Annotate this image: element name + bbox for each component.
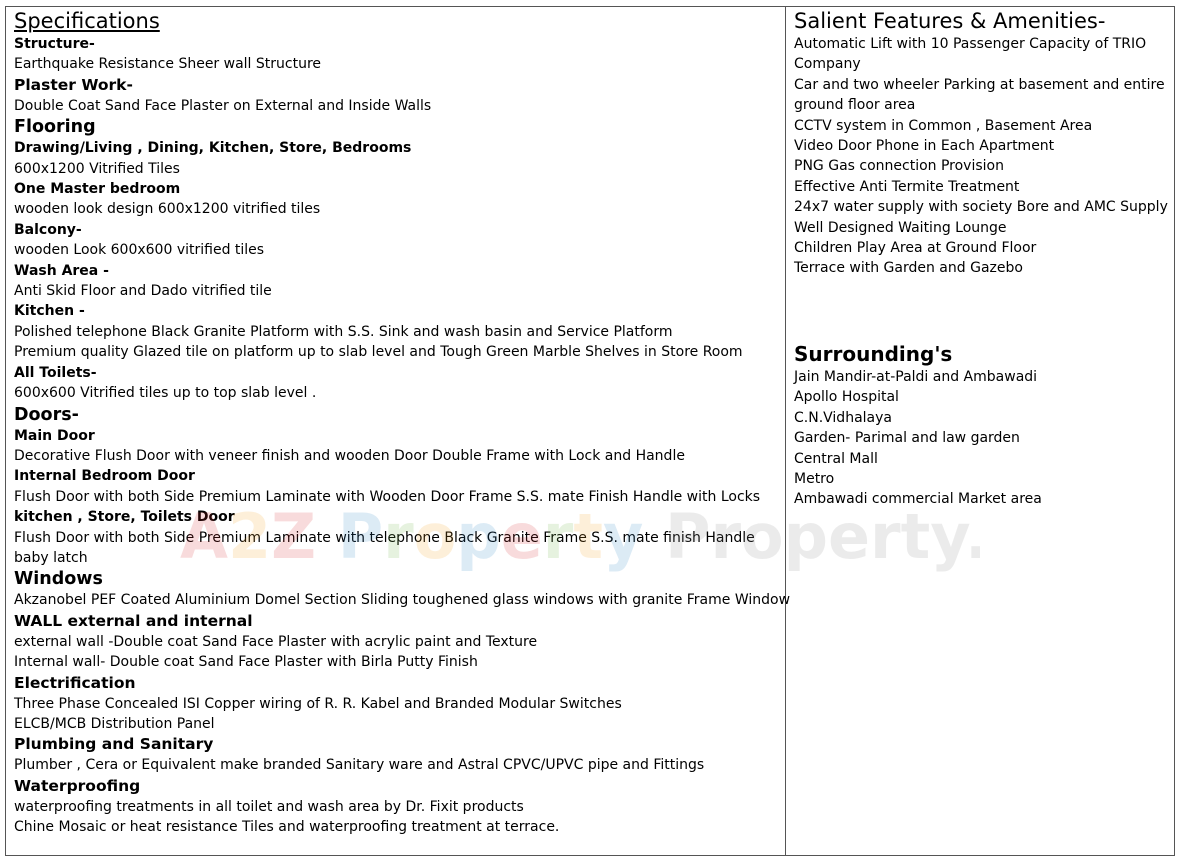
flooring-label: One Master bedroom	[14, 181, 181, 198]
structure-label: Structure-	[14, 36, 95, 52]
waterproofing-title: Waterproofing	[14, 776, 141, 795]
amenities-column	[794, 8, 1169, 510]
surroundings-title: Surrounding's	[794, 341, 953, 366]
wall-title: WALL external and internal	[14, 611, 253, 630]
amenity-item: Video Door Phone in Each Apartment	[794, 138, 1055, 155]
flooring-text: Polished telephone Black Granite Platform with S.S. Sink and wash basin and Service Platform	[14, 323, 673, 340]
flooring-text: Premium quality Glazed tile on platform up to slab level and Tough Green Marble Shelves in Store Room	[14, 344, 743, 361]
flooring-title: Flooring	[14, 117, 96, 138]
doors-title: Doors-	[14, 404, 79, 425]
flooring-list	[14, 138, 782, 403]
flooring-label: Drawing/Living , Dining, Kitchen, Store, Bedrooms	[14, 140, 412, 157]
amenity-item: Terrace with Garden and Gazebo	[794, 260, 1023, 277]
structure-text: Earthquake Resistance Sheer wall Structure	[14, 56, 322, 73]
amenity-item: Automatic Lift with 10 Passenger Capacity of TRIO Company	[794, 36, 1147, 73]
door-label: kitchen , Store, Toilets Door	[14, 509, 235, 526]
door-label: Main Door	[14, 427, 95, 444]
watermark-text: A2Z Property Property	[180, 500, 965, 573]
electrification-text: Three Phase Concealed ISI Copper wiring of R. R. Kabel and Branded Modular Switches	[14, 695, 622, 712]
flooring-text: 600x1200 Vitrified Tiles	[14, 160, 180, 177]
flooring-label: All Toilets-	[14, 364, 97, 381]
amenity-item: Well Designed Waiting Lounge	[794, 219, 1007, 236]
plumbing-title: Plumbing and Sanitary	[14, 735, 214, 754]
plaster-label: Plaster Work-	[14, 75, 133, 94]
amenities-title: Salient Features & Amenities-	[794, 9, 1106, 33]
amenity-item: CCTV system in Common , Basement Area	[794, 117, 1093, 134]
wall-text: external wall -Double coat Sand Face Plaster with acrylic paint and Texture	[14, 633, 538, 650]
column-divider	[785, 6, 786, 856]
electrification-title: Electrification	[14, 673, 136, 692]
amenity-item: Effective Anti Termite Treatment	[794, 178, 1020, 195]
windows-title: Windows	[14, 569, 103, 590]
amenity-item: Children Play Area at Ground Floor	[794, 240, 1037, 257]
amenity-item: PNG Gas connection Provision	[794, 158, 1004, 175]
door-text: Flush Door with both Side Premium Laminate with telephone Black Granite Frame S.S. mate finish Handle baby latch	[14, 529, 755, 566]
surrounding-item: Jain Mandir-at-Paldi and Ambawadi	[794, 368, 1038, 385]
door-text: Flush Door with both Side Premium Laminate with Wooden Door Frame S.S. mate Finish Handle with Locks	[14, 488, 761, 505]
flooring-text: wooden Look 600x600 vitrified tiles	[14, 242, 265, 259]
surroundings-list	[794, 367, 1169, 510]
flooring-text: Anti Skid Floor and Dado vitrified tile	[14, 283, 272, 300]
flooring-label: Wash Area -	[14, 262, 109, 279]
amenities-list	[794, 34, 1169, 279]
plaster-text: Double Coat Sand Face Plaster on External and Inside Walls	[14, 97, 432, 114]
waterproofing-text: Chine Mosaic or heat resistance Tiles and waterproofing treatment at terrace.	[14, 819, 560, 836]
surrounding-item: Garden- Parimal and law garden	[794, 430, 1020, 447]
plumbing-text: Plumber , Cera or Equivalent make branded Sanitary ware and Astral CPVC/UPVC pipe and Fittings	[14, 757, 705, 774]
windows-text: Akzanobel PEF Coated Aluminium Domel Section Sliding toughened glass windows with granite Frame Window	[14, 592, 791, 609]
flooring-label: Balcony-	[14, 221, 82, 238]
doors-list	[14, 426, 782, 569]
specifications-title: Specifications	[14, 9, 160, 33]
amenity-item: 24x7 water supply with society Bore and AMC Supply	[794, 199, 1168, 216]
flooring-label: Kitchen -	[14, 303, 85, 320]
specifications-column	[14, 8, 791, 838]
door-label: Internal Bedroom Door	[14, 468, 195, 485]
wall-text: Internal wall- Double coat Sand Face Plaster with Birla Putty Finish	[14, 654, 478, 671]
door-text: Decorative Flush Door with veneer finish and wooden Door Double Frame with Lock and Handle	[14, 447, 685, 464]
flooring-text: 600x600 Vitrified tiles up to top slab level .	[14, 385, 317, 402]
surrounding-item: Apollo Hospital	[794, 389, 899, 406]
surrounding-item: Ambawadi commercial Market area	[794, 491, 1042, 508]
section-spacer	[794, 279, 1169, 341]
electrification-text: ELCB/MCB Distribution Panel	[14, 715, 215, 732]
amenity-item: Car and two wheeler Parking at basement and entire ground floor area	[794, 76, 1165, 114]
waterproofing-text: waterproofing treatments in all toilet and wash area by Dr. Fixit products	[14, 798, 524, 815]
flooring-text: wooden look design 600x1200 vitrified tiles	[14, 201, 321, 218]
surrounding-item: Metro	[794, 470, 835, 487]
surrounding-item: C.N.Vidhalaya	[794, 409, 892, 426]
surrounding-item: Central Mall	[794, 450, 878, 467]
